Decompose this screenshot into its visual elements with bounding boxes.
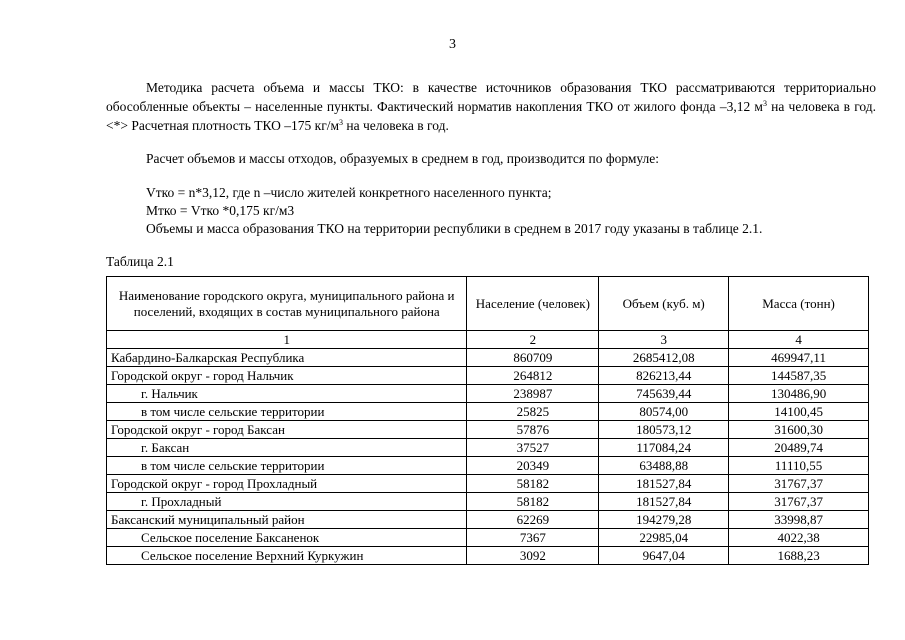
row-volume: 194279,28 — [599, 511, 729, 529]
row-volume: 2685412,08 — [599, 349, 729, 367]
row-population: 58182 — [467, 493, 599, 511]
row-name: Сельское поселение Баксаненок — [107, 529, 467, 547]
row-population: 20349 — [467, 457, 599, 475]
row-population: 62269 — [467, 511, 599, 529]
row-volume: 181527,84 — [599, 493, 729, 511]
formula-volume: Vтко = n*3,12, где n –число жителей конкретного населенного пункта; — [146, 185, 552, 200]
methodology-paragraph — [106, 78, 876, 135]
row-name: в том числе сельские территории — [107, 457, 467, 475]
row-name: г. Прохладный — [107, 493, 467, 511]
index-cell: 4 — [729, 331, 869, 349]
table-row — [107, 385, 869, 403]
calculation-intro: Расчет объемов и массы отходов, образуемых в среднем в год, производится по формуле: — [146, 151, 660, 166]
table-row — [107, 475, 869, 493]
row-mass: 20489,74 — [729, 439, 869, 457]
row-name: Городской округ - город Нальчик — [107, 367, 467, 385]
table-row — [107, 547, 869, 565]
row-population: 57876 — [467, 421, 599, 439]
row-name: Сельское поселение Верхний Куркужин — [107, 547, 467, 565]
header-name: Наименование городского округа, муниципального района и поселений, входящих в состав муниципального района — [107, 277, 467, 331]
row-mass: 33998,87 — [729, 511, 869, 529]
row-mass: 31767,37 — [729, 475, 869, 493]
table-row — [107, 439, 869, 457]
table-intro: Объемы и масса образования ТКО на территории республики в среднем в 2017 году указаны в таблице 2.1. — [146, 221, 763, 236]
row-name: Городской округ - город Баксан — [107, 421, 467, 439]
row-volume: 745639,44 — [599, 385, 729, 403]
row-population: 37527 — [467, 439, 599, 457]
methodology-text-3: на человека в год. — [343, 118, 449, 133]
formula-mass: Mтко = Vтко *0,175 кг/м3 — [146, 203, 295, 218]
header-population: Население (человек) — [467, 277, 599, 331]
methodology-text-2: на человека в год.<*> Расчетная плотность ТКО –175 кг/м — [106, 99, 876, 133]
row-population: 238987 — [467, 385, 599, 403]
table-row — [107, 349, 869, 367]
waste-table — [106, 276, 869, 565]
row-volume: 181527,84 — [599, 475, 729, 493]
row-population: 7367 — [467, 529, 599, 547]
table-row — [107, 403, 869, 421]
row-name: г. Баксан — [107, 439, 467, 457]
methodology-text-1: Методика расчета объема и массы ТКО: в качестве источников образования ТКО рассматриваются территориально обособленные объекты – населенные пункты. Фактический норматив накопления ТКО от жилого фонда –3,12 м — [106, 80, 876, 114]
table-caption: Таблица 2.1 — [106, 254, 174, 269]
row-volume: 826213,44 — [599, 367, 729, 385]
index-cell: 3 — [599, 331, 729, 349]
row-volume: 80574,00 — [599, 403, 729, 421]
row-name: в том числе сельские территории — [107, 403, 467, 421]
row-name: Баксанский муниципальный район — [107, 511, 467, 529]
row-mass: 31600,30 — [729, 421, 869, 439]
superscript-1: 3 — [762, 99, 767, 108]
row-population: 3092 — [467, 547, 599, 565]
table-row — [107, 529, 869, 547]
page-number: 3 — [449, 37, 456, 52]
row-mass: 469947,11 — [729, 349, 869, 367]
row-volume: 117084,24 — [599, 439, 729, 457]
row-mass: 31767,37 — [729, 493, 869, 511]
row-population: 264812 — [467, 367, 599, 385]
index-cell: 2 — [467, 331, 599, 349]
row-volume: 22985,04 — [599, 529, 729, 547]
row-mass: 4022,38 — [729, 529, 869, 547]
row-name: г. Нальчик — [107, 385, 467, 403]
row-population: 25825 — [467, 403, 599, 421]
superscript-2: 3 — [339, 118, 344, 127]
table-row — [107, 511, 869, 529]
row-volume: 63488,88 — [599, 457, 729, 475]
row-volume: 9647,04 — [599, 547, 729, 565]
row-population: 58182 — [467, 475, 599, 493]
table-row — [107, 493, 869, 511]
row-name: Кабардино-Балкарская Республика — [107, 349, 467, 367]
row-mass: 11110,55 — [729, 457, 869, 475]
row-volume: 180573,12 — [599, 421, 729, 439]
table-header-row — [107, 277, 869, 331]
row-population: 860709 — [467, 349, 599, 367]
row-mass: 130486,90 — [729, 385, 869, 403]
row-name: Городской округ - город Прохладный — [107, 475, 467, 493]
table-row — [107, 367, 869, 385]
row-mass: 14100,45 — [729, 403, 869, 421]
table-row — [107, 421, 869, 439]
table-index-row — [107, 331, 869, 349]
row-mass: 144587,35 — [729, 367, 869, 385]
index-cell: 1 — [107, 331, 467, 349]
header-mass: Масса (тонн) — [729, 277, 869, 331]
table-row — [107, 457, 869, 475]
header-volume: Объем (куб. м) — [599, 277, 729, 331]
row-mass: 1688,23 — [729, 547, 869, 565]
